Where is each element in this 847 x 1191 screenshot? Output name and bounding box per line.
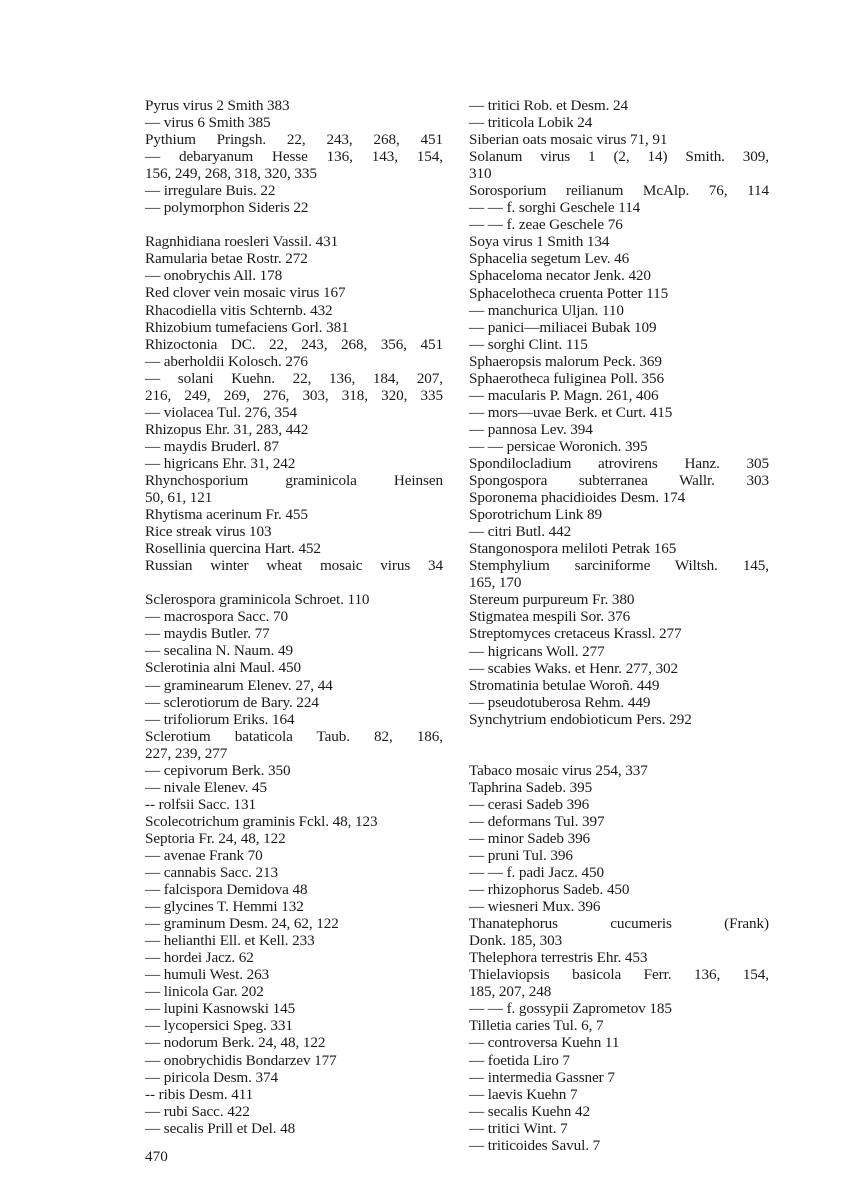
index-entry: Taphrina Sadeb. 395 — [469, 778, 593, 796]
index-entry: — aberholdii Kolosch. 276 — [145, 352, 308, 370]
index-entry: — virus 6 Smith 385 — [145, 114, 271, 132]
index-entry: Sclerotinia alni Maul. 450 — [145, 659, 301, 677]
index-entry: — linicola Gar. 202 — [145, 983, 264, 1001]
index-entry: — maydis Bruderl. 87 — [145, 437, 279, 455]
section-gap — [469, 728, 769, 745]
index-entry: Siberian oats mosaic virus 71, 91 — [469, 131, 668, 149]
index-entry: — humuli West. 263 — [145, 966, 270, 984]
index-entry: Thielaviopsis basicola Ferr. 136, 154, — [469, 966, 769, 984]
index-entry: Sphaeropsis malorum Peck. 369 — [469, 352, 662, 370]
index-entry: — solani Kuehn. 22, 136, 184, 207, — [145, 369, 443, 387]
index-entry: — violacea Tul. 276, 354 — [145, 403, 298, 421]
index-entry: — wiesneri Mux. 396 — [469, 898, 601, 916]
index-entry: — piricola Desm. 374 — [145, 1068, 278, 1086]
index-entry: — pseudotuberosa Rehm. 449 — [469, 693, 651, 711]
index-entry: 216, 249, 269, 276, 303, 318, 320, 335 — [145, 386, 443, 404]
index-entry: Rhacodiella vitis Schternb. 432 — [145, 301, 333, 319]
index-entry: — cerasi Sadeb 396 — [469, 795, 590, 813]
index-entry: — higricans Woll. 277 — [469, 642, 605, 660]
index-entry: 156, 249, 268, 318, 320, 335 — [145, 165, 317, 183]
index-entry: Pyrus virus 2 Smith 383 — [145, 97, 290, 114]
index-entry: -- rolfsii Sacc. 131 — [145, 795, 257, 813]
index-entry: Tilletia caries Tul. 6, 7 — [469, 1017, 604, 1035]
index-entry: — macrospora Sacc. 70 — [145, 608, 288, 626]
section-gap — [145, 574, 443, 591]
index-entry: Thelephora terrestris Ehr. 453 — [469, 949, 648, 967]
index-entry: — nodorum Berk. 24, 48, 122 — [145, 1034, 326, 1052]
index-entry: 227, 239, 277 — [145, 744, 228, 762]
index-entry: — sclerotiorum de Bary. 224 — [145, 693, 319, 711]
index-entry: Stereum purpureum Fr. 380 — [469, 591, 635, 609]
index-entry: Red clover vein mosaic virus 167 — [145, 284, 346, 302]
index-entry: Synchytrium endobioticum Pers. 292 — [469, 710, 692, 728]
index-entry: Rhizopus Ehr. 31, 283, 442 — [145, 420, 309, 438]
index-entry: — rhizophorus Sadeb. 450 — [469, 881, 630, 899]
index-entry: 310 — [469, 165, 492, 183]
section-gap — [145, 216, 443, 233]
index-entry: — secalis Kuehn 42 — [469, 1102, 590, 1120]
index-entry: Rhytisma acerinum Fr. 455 — [145, 506, 308, 524]
index-entry: — manchurica Uljan. 110 — [469, 301, 624, 319]
index-entry: Ragnhidiana roesleri Vassil. 431 — [145, 233, 339, 251]
index-entry: Pythium Pringsh. 22, 243, 268, 451 — [145, 131, 443, 149]
index-column-left — [145, 97, 443, 1137]
index-entry: — secalina N. Naum. 49 — [145, 642, 293, 660]
index-entry: Stemphylium sarciniforme Wiltsh. 145, — [469, 557, 769, 575]
index-entry: — trifoliorum Eriks. 164 — [145, 710, 295, 728]
index-entry: Sorosporium reilianum McAlp. 76, 114 — [469, 182, 769, 200]
index-entry: — cepivorum Berk. 350 — [145, 761, 291, 779]
index-entry: — tritici Wint. 7 — [469, 1119, 568, 1137]
index-entry: — controversa Kuehn 11 — [469, 1034, 620, 1052]
index-entry: -- ribis Desm. 411 — [145, 1085, 254, 1103]
index-entry: Rhynchosporium graminicola Heinsen — [145, 471, 443, 489]
index-column-right — [469, 97, 769, 1154]
index-entry: Soya virus 1 Smith 134 — [469, 233, 610, 251]
index-entry: Ramularia betae Rostr. 272 — [145, 250, 308, 268]
index-entry: Russian winter wheat mosaic virus 34 — [145, 557, 443, 575]
index-entry: — foetida Liro 7 — [469, 1051, 570, 1069]
index-entry: — cannabis Sacc. 213 — [145, 864, 278, 882]
index-entry: Thanatephorus cucumeris (Frank) — [469, 915, 769, 933]
index-entry: Rhizobium tumefaciens Gorl. 381 — [145, 318, 349, 336]
index-entry: Solanum virus 1 (2, 14) Smith. 309, — [469, 148, 769, 166]
index-entry: 185, 207, 248 — [469, 983, 552, 1001]
index-entry: Tabaco mosaic virus 254, 337 — [469, 761, 648, 779]
index-entry: — — f. zeae Geschele 76 — [469, 216, 623, 234]
index-entry: Sphacelia segetum Lev. 46 — [469, 250, 630, 268]
index-entry: — irregulare Buis. 22 — [145, 182, 276, 200]
index-entry: 50, 61, 121 — [145, 489, 213, 507]
index-entry: Spondilocladium atrovirens Hanz. 305 — [469, 454, 769, 472]
index-entry: Rhizoctonia DC. 22, 243, 268, 356, 451 — [145, 335, 443, 353]
index-entry: — laevis Kuehn 7 — [469, 1085, 578, 1103]
index-entry: — intermedia Gassner 7 — [469, 1068, 615, 1086]
index-entry: Sclerospora graminicola Schroet. 110 — [145, 591, 370, 609]
index-entry: — pannosa Lev. 394 — [469, 420, 593, 438]
index-entry: 165, 170 — [469, 574, 522, 592]
index-entry: — panici—miliacei Bubak 109 — [469, 318, 657, 336]
index-entry: Rice streak virus 103 — [145, 523, 272, 541]
section-gap — [469, 745, 769, 762]
index-entry: Spongospora subterranea Wallr. 303 — [469, 472, 769, 490]
index-entry: Sporonema phacidioides Desm. 174 — [469, 489, 686, 507]
index-entry: Sporotrichum Link 89 — [469, 506, 602, 524]
index-entry: — nivale Elenev. 45 — [145, 778, 267, 796]
index-entry: — avenae Frank 70 — [145, 846, 263, 864]
index-entry: — minor Sadeb 396 — [469, 829, 591, 847]
index-entry: — scabies Waks. et Henr. 277, 302 — [469, 659, 679, 677]
index-entry: — onobrychis All. 178 — [145, 267, 283, 285]
index-entry: — — f. gossypii Zaprometov 185 — [469, 1000, 672, 1018]
index-entry: Sphaceloma necator Jenk. 420 — [469, 267, 651, 285]
index-entry: — rubi Sacc. 422 — [145, 1102, 250, 1120]
index-entry: — falcispora Demidova 48 — [145, 881, 308, 899]
index-entry: Sphaerotheca fuliginea Poll. 356 — [469, 369, 665, 387]
index-entry: — — persicae Woronich. 395 — [469, 437, 648, 455]
index-entry: Rosellinia quercina Hart. 452 — [145, 540, 321, 558]
index-entry: — macularis P. Magn. 261, 406 — [469, 386, 659, 404]
index-entry: — deformans Tul. 397 — [469, 812, 605, 830]
page-number: 470 — [145, 1148, 168, 1165]
index-entry: — sorghi Clint. 115 — [469, 335, 588, 353]
index-entry: — tritici Rob. et Desm. 24 — [469, 97, 628, 114]
index-entry: — triticoides Savul. 7 — [469, 1136, 601, 1154]
index-entry: — — f. sorghi Geschele 114 — [469, 199, 641, 217]
index-entry: — triticola Lobik 24 — [469, 114, 593, 132]
index-entry: Scolecotrichum graminis Fckl. 48, 123 — [145, 812, 378, 830]
index-entry: — maydis Butler. 77 — [145, 625, 270, 643]
index-entry: Septoria Fr. 24, 48, 122 — [145, 829, 286, 847]
index-entry: — debaryanum Hesse 136, 143, 154, — [145, 148, 443, 166]
index-entry: Stigmatea mespili Sor. 376 — [469, 608, 631, 626]
index-entry: — helianthi Ell. et Kell. 233 — [145, 932, 315, 950]
index-entry: — graminum Desm. 24, 62, 122 — [145, 915, 339, 933]
index-entry: — graminearum Elenev. 27, 44 — [145, 676, 333, 694]
index-entry: Donk. 185, 303 — [469, 932, 563, 950]
index-entry: Sphacelotheca cruenta Potter 115 — [469, 284, 669, 302]
index-entry: — glycines T. Hemmi 132 — [145, 898, 304, 916]
index-entry: — hordei Jacz. 62 — [145, 949, 254, 967]
index-entry: — onobrychidis Bondarzev 177 — [145, 1051, 337, 1069]
index-entry: — — f. padi Jacz. 450 — [469, 864, 604, 882]
index-entry: Stromatinia betulae Woroñ. 449 — [469, 676, 660, 694]
index-entry: — lupini Kasnowski 145 — [145, 1000, 296, 1018]
index-entry: — higricans Ehr. 31, 242 — [145, 454, 296, 472]
index-entry: — mors—uvae Berk. et Curt. 415 — [469, 403, 673, 421]
index-entry: Sclerotium bataticola Taub. 82, 186, — [145, 727, 443, 745]
index-entry: — lycopersici Speg. 331 — [145, 1017, 293, 1035]
index-entry: — polymorphon Sideris 22 — [145, 199, 309, 217]
index-entry: — pruni Tul. 396 — [469, 846, 573, 864]
index-entry: Stangonospora meliloti Petrak 165 — [469, 540, 677, 558]
index-entry: — secalis Prill et Del. 48 — [145, 1119, 296, 1137]
index-entry: — citri Butl. 442 — [469, 523, 572, 541]
index-entry: Streptomyces cretaceus Krassl. 277 — [469, 625, 682, 643]
